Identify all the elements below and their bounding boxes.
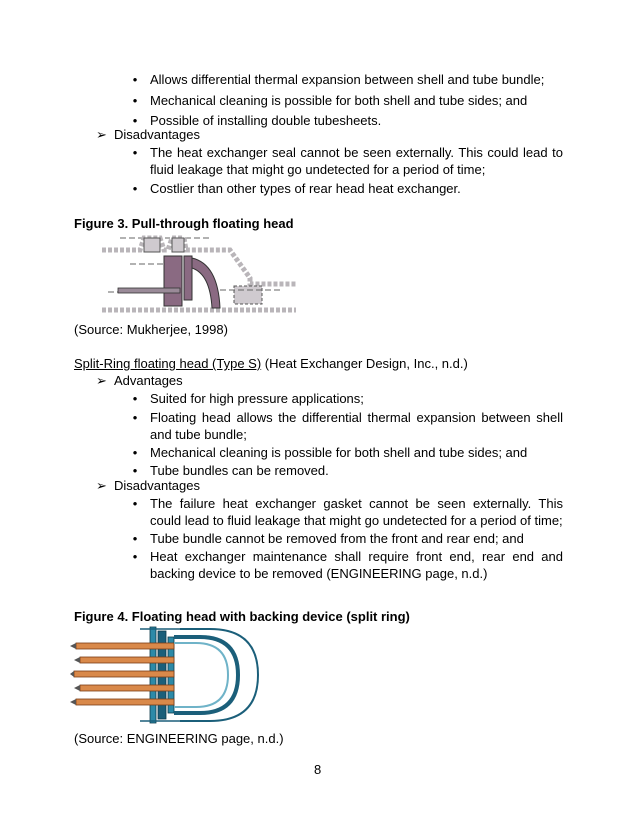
- disadvantages-label: Disadvantages: [114, 127, 200, 142]
- arrow-bullet-icon: ➢: [96, 478, 107, 493]
- split-ring-floating-head-diagram: [70, 625, 270, 725]
- list-item: The failure heat exchanger gasket cannot be seen externally. This could lead to fluid leakage that might go undetected for a period of time;: [150, 496, 563, 528]
- bullet: •: [132, 531, 138, 546]
- pull-through-floating-head-diagram: [100, 228, 300, 318]
- advantages-label: Advantages: [114, 373, 183, 388]
- bullet: •: [132, 145, 138, 160]
- list-item: Mechanical cleaning is possible for both shell and tube sides; and: [150, 93, 528, 108]
- list-item: Tube bundles can be removed.: [150, 463, 329, 478]
- bullet: •: [132, 181, 138, 196]
- figure-source: (Source: ENGINEERING page, n.d.): [74, 731, 284, 746]
- section-heading-citation: (Heat Exchanger Design, Inc., n.d.): [261, 356, 468, 371]
- bullet: •: [132, 113, 138, 128]
- arrow-bullet-icon: ➢: [96, 373, 107, 388]
- list-item: Possible of installing double tubesheets.: [150, 113, 382, 128]
- bullet: •: [132, 549, 138, 564]
- list-item: The heat exchanger seal cannot be seen externally. This could lead to fluid leakage that might go undetected for a period of time;: [150, 145, 563, 177]
- disadvantages-label: Disadvantages: [114, 478, 200, 493]
- figure-title: Figure 4. Floating head with backing device (split ring): [74, 609, 410, 624]
- list-item: Floating head allows the differential thermal expansion between shell and tube bundle;: [150, 410, 563, 442]
- bullet: •: [132, 410, 138, 425]
- page-number: 8: [314, 762, 322, 777]
- list-item: Tube bundle cannot be removed from the front and rear end; and: [150, 531, 524, 546]
- list-item: Heat exchanger maintenance shall require front end, rear end and backing device to be removed (ENGINEERING page, n.d.): [150, 549, 563, 581]
- bullet: •: [132, 463, 138, 478]
- bullet: •: [132, 93, 138, 108]
- figure-source: (Source: Mukherjee, 1998): [74, 322, 228, 337]
- list-item: Mechanical cleaning is possible for both shell and tube sides; and: [150, 445, 528, 460]
- figure-title: Figure 3. Pull-through floating head: [74, 216, 294, 231]
- bullet: •: [132, 72, 138, 87]
- list-item: Allows differential thermal expansion between shell and tube bundle;: [150, 72, 545, 87]
- bullet: •: [132, 496, 138, 511]
- section-heading-link[interactable]: Split-Ring floating head (Type S): [74, 356, 262, 371]
- list-item: Suited for high pressure applications;: [150, 391, 364, 406]
- bullet: •: [132, 445, 138, 460]
- section-heading: [74, 356, 468, 372]
- bullet: •: [132, 391, 138, 406]
- list-item: Costlier than other types of rear head heat exchanger.: [150, 181, 461, 196]
- arrow-bullet-icon: ➢: [96, 127, 107, 142]
